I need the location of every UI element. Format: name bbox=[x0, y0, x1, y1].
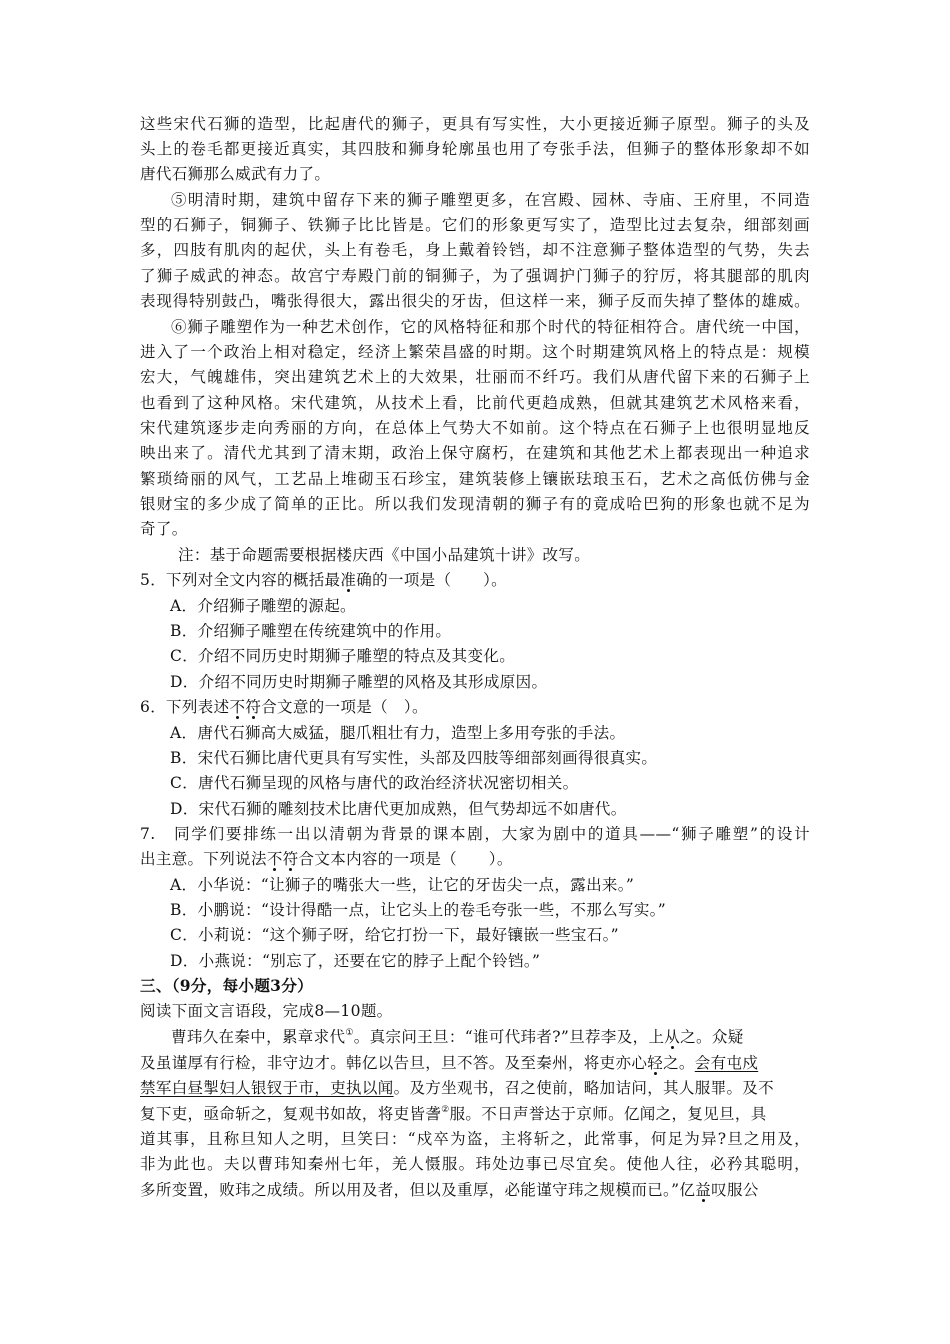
passage-line: 奇了。 bbox=[140, 520, 188, 538]
question-6-option-d: D．宋代石狮的雕刻技术比唐代更加成熟，但气势却远不如唐代。 bbox=[170, 800, 627, 818]
emphasis-dot: 轻 bbox=[647, 1054, 664, 1072]
question-7-stem-cont: 出主意。下列说法不符合文本内容的一项是（ ）。 bbox=[140, 850, 513, 868]
footnote-marker: ② bbox=[441, 1105, 450, 1115]
emphasis-dot: 符 bbox=[282, 850, 299, 868]
passage-line: 唐代石狮那么威武有力了。 bbox=[140, 165, 331, 183]
classical-line: 复下吏，亟命斩之，复观书如故，将吏皆詟②服。不日声誉达于京师。亿闻之，复见旦，具 bbox=[140, 1105, 767, 1123]
question-5-stem: 5．下列对全文内容的概括最准确的一项是（ ）。 bbox=[140, 571, 508, 589]
passage-line: 进入了一个政治上相对稳定，经济上繁荣昌盛的时期。这个时期建筑风格上的特点是：规模 bbox=[140, 343, 810, 361]
question-7-stem: 7. 同学们要排练一出以清朝为背景的课本剧，大家为剧中的道具——“狮子雕塑”的设计 bbox=[140, 825, 810, 843]
passage-line: 型的石狮子，铜狮子、铁狮子比比皆是。它们的形象更写实了，造型比过去复杂，细部刻画 bbox=[140, 216, 810, 234]
classical-line: 及虽谨厚有行检，非守边才。韩亿以告旦，旦不答。及至秦州，将吏亦心轻之。会有屯戍 bbox=[140, 1054, 759, 1072]
passage-line: 映出来了。清代尤其到了清末期，政治上保守腐朽，在建筑和其他艺术上都表现出一种追求 bbox=[140, 444, 810, 462]
classical-line: 非为此也。夫以曹玮知秦州七年，羌人慑服。玮处边事已尽宜矣。使他人往，必矜其聪明， bbox=[140, 1155, 810, 1173]
emphasis-dot: 不 bbox=[229, 698, 246, 716]
question-6-option-c: C．唐代石狮呈现的风格与唐代的政治经济状况密切相关。 bbox=[170, 774, 579, 792]
emphasis-dot: 准 bbox=[340, 571, 357, 589]
passage-line: 也看到了这种风格。宋代建筑，从技术上看，比前代更趋成熟，但就其建筑艺术风格来看， bbox=[140, 394, 810, 412]
underlined-sentence: 禁军白昼掣妇人银钗于市，吏执以闻 bbox=[140, 1079, 394, 1097]
passage-line: 多，四肢有肌肉的起伏，头上有卷毛，身上戴着铃铛，却不注意狮子整体造型的气势，失去 bbox=[140, 241, 810, 259]
classical-line: 道其事，且称旦知人之明，旦笑曰：“戍卒为盗，主将斩之，此常事，何足为异?旦之用及， bbox=[140, 1130, 810, 1148]
passage-line: 这些宋代石狮的造型，比起唐代的狮子，更具有写实性，大小更接近狮子原型。狮子的头及 bbox=[140, 115, 810, 133]
passage-line: 表现得特别鼓凸，嘴张得很大，露出很尖的牙齿，但这样一来，狮子反而失掉了整体的雄威。 bbox=[140, 292, 810, 310]
question-5-option-b: B．介绍狮子雕塑在传统建筑中的作用。 bbox=[170, 622, 452, 640]
source-note: 注：基于命题需要根据楼庆西《中国小品建筑十讲》改写。 bbox=[178, 546, 591, 564]
question-7-option-c: C．小莉说：“这个狮子呀，给它打扮一下，最好镶嵌一些宝石。” bbox=[170, 926, 619, 944]
passage-paragraph-6-start: ⑥狮子雕塑作为一种艺术创作，它的风格特征和那个时代的特征相符合。唐代统一中国， bbox=[171, 318, 810, 336]
passage-paragraph-5-start: ⑤明清时期，建筑中留存下来的狮子雕塑更多，在宫殿、园林、寺庙、王府里，不同造 bbox=[171, 191, 810, 209]
question-5-option-a: A．介绍狮子雕塑的源起。 bbox=[170, 597, 356, 615]
classical-line: 禁军白昼掣妇人银钗于市，吏执以闻。及方坐观书，召之使前，略加诘问，其人服罪。及不 bbox=[140, 1079, 775, 1097]
passage-line: 头上的卷毛都更接近真实，其四肢和狮身轮廓虽也用了夸张手法，但狮子的整体形象却不如 bbox=[140, 140, 810, 158]
emphasis-dot: 符 bbox=[245, 698, 262, 716]
emphasis-dot: 益 bbox=[695, 1181, 712, 1199]
emphasis-dot: 不 bbox=[266, 850, 283, 868]
passage-line: 宏大，气魄雄伟，突出建筑艺术上的大效果，壮丽而不纤巧。我们从唐代留下来的石狮子上 bbox=[140, 368, 810, 386]
question-6-option-b: B．宋代石狮比唐代更具有写实性，头部及四肢等细部刻画得很真实。 bbox=[170, 749, 658, 767]
question-7-option-b: B．小鹏说：“设计得酷一点，让它头上的卷毛夸张一些，不那么写实。” bbox=[170, 901, 667, 919]
passage-line: 宋代建筑逐步走向秀丽的方向，在总体上气势大不如前。这个特点在石狮子上也很明显地反 bbox=[140, 419, 810, 437]
question-5-option-c: C．介绍不同历史时期狮子雕塑的特点及其变化。 bbox=[170, 647, 516, 665]
question-5-option-d: D．介绍不同历史时期狮子雕塑的风格及其形成原因。 bbox=[170, 673, 548, 691]
question-7-option-a: A．小华说：“让狮子的嘴张大一些，让它的牙齿尖一点，露出来。” bbox=[170, 876, 635, 894]
section-3-heading: 三、（9分，每小题3分） bbox=[140, 976, 314, 995]
question-7-option-d: D．小燕说：“别忘了，还要在它的脖子上配个铃铛。” bbox=[170, 952, 541, 970]
classical-line: 多所变置，败玮之成绩。所以用及者，但以及重厚，必能谨守玮之规模而已。”亿益叹服公 bbox=[140, 1181, 759, 1199]
underlined-sentence: 会有屯戍 bbox=[694, 1054, 759, 1072]
classical-line: 曹玮久在秦中，累章求代①。真宗问王旦：“谁可代玮者?”旦荐李及，上从之。众疑 bbox=[171, 1028, 744, 1046]
section-3-instruction: 阅读下面文言语段，完成8—10题。 bbox=[140, 1002, 393, 1020]
question-6-stem: 6．下列表述不符合文意的一项是（ ）。 bbox=[140, 698, 428, 716]
emphasis-dot: 从 bbox=[664, 1028, 681, 1046]
footnote-marker: ① bbox=[345, 1028, 354, 1038]
question-6-option-a: A．唐代石狮高大威猛，腿爪粗壮有力，造型上多用夸张的手法。 bbox=[170, 724, 626, 742]
passage-line: 了狮子威武的神态。故宫宁寿殿门前的铜狮子，为了强调护门狮子的狞厉，将其腿部的肌肉 bbox=[140, 267, 810, 285]
passage-line: 银财宝的多少成了简单的正比。所以我们发现清朝的狮子有的竟成哈巴狗的形象也就不足为 bbox=[140, 495, 810, 513]
passage-line: 繁琐绮丽的风气，工艺品上堆砌玉石珍宝，建筑装修上镶嵌珐琅玉石，艺术之高低仿佛与金 bbox=[140, 470, 810, 488]
